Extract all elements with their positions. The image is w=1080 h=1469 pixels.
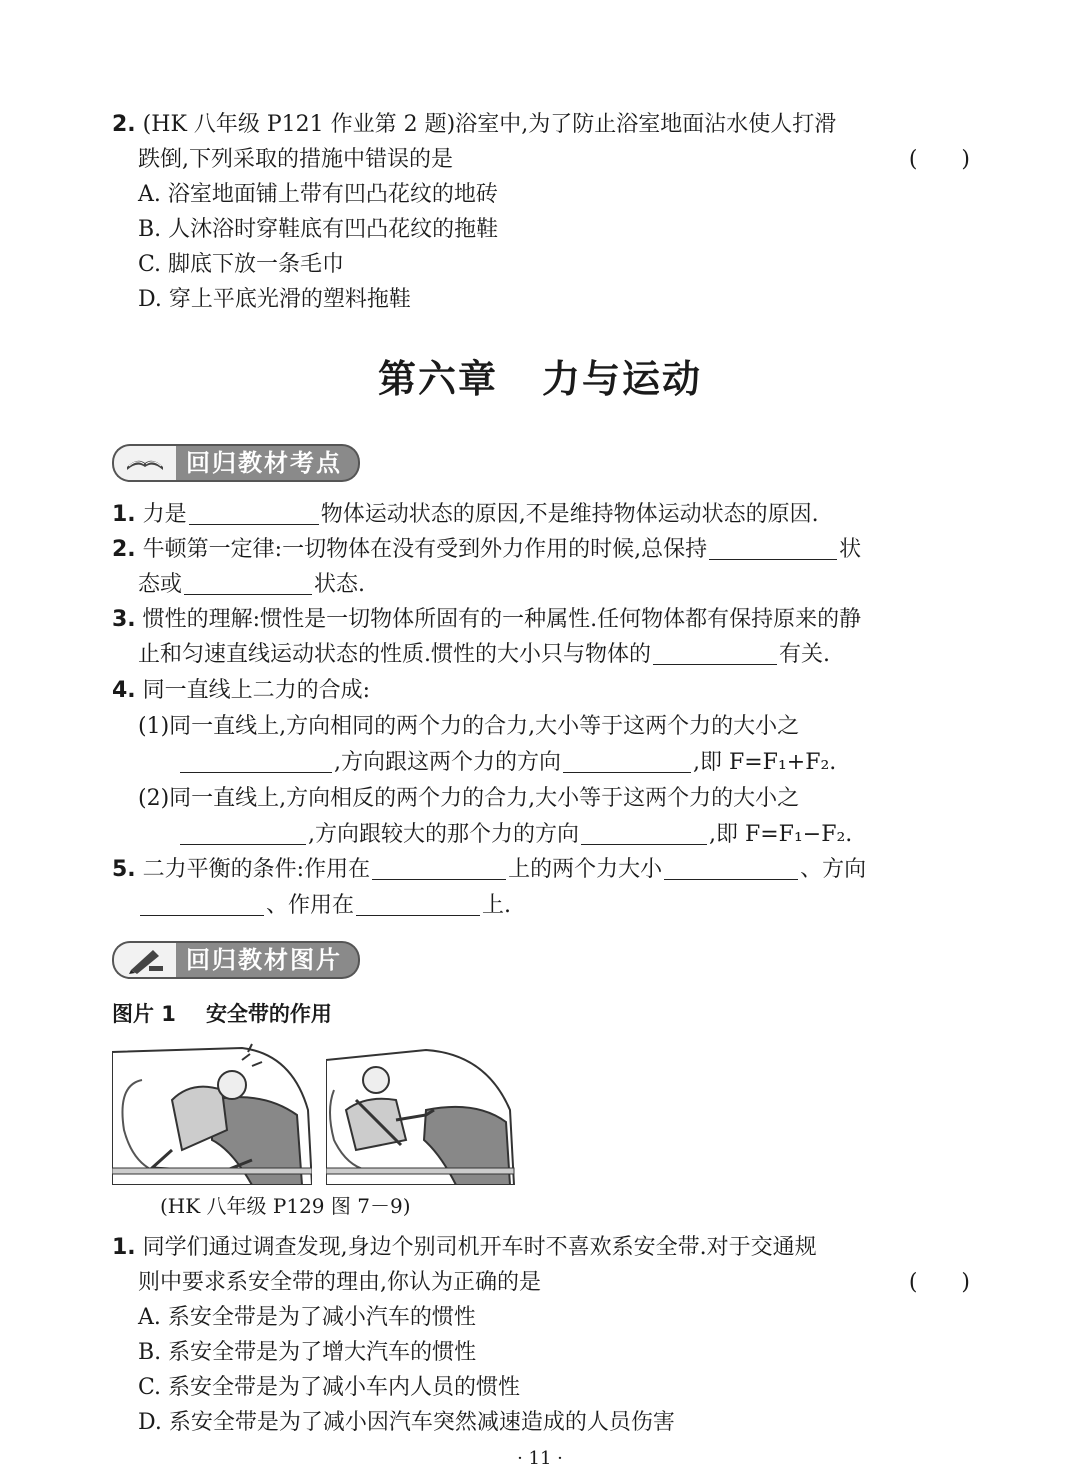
- item-text: 上.: [482, 893, 512, 918]
- question-1-line2: 则中要求系安全带的理由,你认为正确的是: [138, 1270, 541, 1295]
- option-d: D. 穿上平底光滑的塑料拖鞋: [138, 287, 411, 312]
- question-number: 2.: [112, 112, 136, 137]
- item-number: 2.: [112, 537, 136, 562]
- item-number: 3.: [112, 607, 136, 632]
- item-text: 状态.: [314, 572, 366, 597]
- item-4-2-line2: [178, 820, 852, 850]
- question-1-line1: [112, 1233, 817, 1263]
- chapter-title: [0, 348, 1080, 403]
- fill-blank[interactable]: [653, 642, 777, 665]
- option-d: D. 系安全带是为了减小因汽车突然减速造成的人员伤害: [138, 1410, 675, 1435]
- section-badge-key-points: [112, 445, 360, 481]
- page-number: · 11 ·: [517, 1448, 563, 1469]
- item-2-line2: [138, 570, 365, 600]
- figure-name: 安全带的作用: [205, 1002, 332, 1026]
- figure-label: 图片 1: [112, 1002, 176, 1026]
- option-b: B. 人沐浴时穿鞋底有凹凸花纹的拖鞋: [138, 217, 499, 242]
- book-icon: [112, 444, 176, 482]
- question-text: 同学们通过调查发现,身边个别司机开车时不喜欢系安全带.对于交通规: [142, 1235, 817, 1260]
- question-2-line2: 跌倒,下列采取的措施中错误的是: [138, 147, 453, 172]
- section-label: 回归教材考点: [176, 444, 360, 482]
- item-5-line2: [138, 891, 511, 921]
- item-text: 态或: [138, 572, 183, 597]
- item-4-2-line1: (2)同一直线上,方向相反的两个力的合力,大小等于这两个力的大小之: [138, 786, 800, 811]
- item-number: 1.: [112, 502, 136, 527]
- figure-title: [112, 998, 332, 1028]
- question-text: (HK 八年级 P121 作业第 2 题)浴室中,为了防止浴室地面沾水使人打滑: [142, 112, 837, 137]
- item-text: 牛顿第一定律:一切物体在没有受到外力作用的时候,总保持: [142, 537, 708, 562]
- fill-blank[interactable]: [140, 893, 264, 916]
- chapter-name: 力与运动: [542, 357, 703, 401]
- driver-without-seatbelt-illustration: [112, 1040, 312, 1185]
- item-text: 状: [839, 537, 862, 562]
- option-b: B. 系安全带是为了增大汽车的惯性: [138, 1340, 477, 1365]
- section-label: 回归教材图片: [176, 941, 360, 979]
- fill-blank[interactable]: [356, 893, 480, 916]
- fill-blank[interactable]: [180, 822, 306, 845]
- question-number: 1.: [112, 1235, 136, 1260]
- item-text: 同一直线上二力的合成:: [142, 678, 371, 703]
- item-text: ,方向跟较大的那个力的方向: [308, 822, 579, 847]
- fill-blank[interactable]: [189, 502, 319, 525]
- pencil-icon: [112, 941, 176, 979]
- item-4-1-line2: [178, 748, 836, 778]
- item-text: ,方向跟这两个力的方向: [334, 750, 561, 775]
- question-2-line1: [112, 110, 836, 140]
- item-text: 止和匀速直线运动状态的性质.惯性的大小只与物体的: [138, 642, 651, 667]
- item-text: 有关.: [779, 642, 830, 667]
- item-text: 力是: [142, 502, 187, 527]
- fill-blank[interactable]: [184, 572, 312, 595]
- fill-blank[interactable]: [709, 537, 837, 560]
- item-text: ,即 F=F₁−F₂.: [709, 822, 853, 847]
- option-a: A. 系安全带是为了减小汽车的惯性: [138, 1305, 476, 1330]
- item-text: 上的两个力大小: [508, 857, 663, 882]
- item-text: 、作用在: [266, 893, 355, 918]
- fill-blank[interactable]: [180, 750, 332, 773]
- item-text: 、方向: [800, 857, 867, 882]
- item-2-line1: [112, 535, 861, 565]
- figure-caption: (HK 八年级 P129 图 7－9): [160, 1194, 411, 1218]
- option-a: A. 浴室地面铺上带有凹凸花纹的地砖: [138, 182, 498, 207]
- item-number: 5.: [112, 857, 136, 882]
- fill-blank[interactable]: [372, 857, 506, 880]
- item-5-line1: [112, 855, 866, 885]
- item-4-1-line1: (1)同一直线上,方向相同的两个力的合力,大小等于这两个力的大小之: [138, 714, 800, 739]
- option-c: C. 系安全带是为了减小车内人员的惯性: [138, 1375, 521, 1400]
- item-text: 惯性的理解:惯性是一切物体所固有的一种属性.任何物体都有保持原来的静: [142, 607, 862, 632]
- answer-paren: ( ): [908, 147, 970, 172]
- fill-blank[interactable]: [581, 822, 707, 845]
- item-text: 物体运动状态的原因,不是维持物体运动状态的原因.: [320, 502, 819, 527]
- fill-blank[interactable]: [563, 750, 691, 773]
- item-3-line2: [138, 640, 830, 670]
- answer-paren: ( ): [908, 1270, 970, 1295]
- item-number: 4.: [112, 678, 136, 703]
- chapter-number: 第六章: [377, 357, 498, 401]
- item-3-line1: [112, 605, 861, 635]
- item-text: 二力平衡的条件:作用在: [142, 857, 371, 882]
- item-1: [112, 500, 819, 530]
- option-c: C. 脚底下放一条毛巾: [138, 252, 345, 277]
- item-text: ,即 F=F₁+F₂.: [693, 750, 837, 775]
- driver-with-seatbelt-illustration: [326, 1040, 516, 1185]
- section-badge-textbook-images: [112, 942, 360, 978]
- fill-blank[interactable]: [664, 857, 798, 880]
- item-4: [112, 676, 370, 706]
